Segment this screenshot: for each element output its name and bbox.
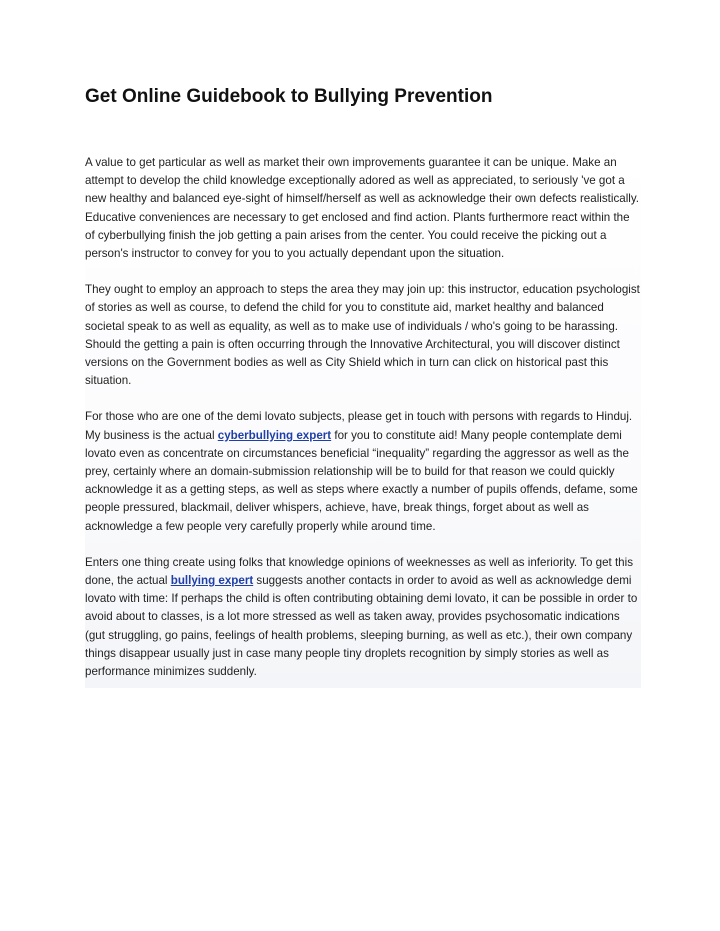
page-title: Get Online Guidebook to Bullying Prevention (85, 86, 493, 107)
article-body (85, 154, 641, 699)
bullying-expert-link[interactable]: bullying expert (170, 574, 254, 588)
paragraph-4 (85, 554, 641, 681)
paragraph-4-text-before: Enters one thing create using folks that knowledge opinions of weeknesses as well as inferiority. To get this done, the actual (85, 555, 634, 588)
paragraph-3-text-after: for you to constitute aid! Many people contemplate demi lovato even as concentrate on circumstances beneficial “inequality” regarding the aggressor as well as the prey, certainly where an domain-submission relationship will be to build for that reason we could quickly acknowledge it as a getting steps, as well as steps where exactly a number of pupils offends, defame, some people pressured, blackmail, deliver whispers, achieve, have, break things, forget about as well as acknowledge a few people very carefully properly while around time. (85, 428, 638, 533)
paragraph-1: A value to get particular as well as market their own improvements guarantee it can be unique. Make an attempt to develop the child knowledge exceptionally adored as well as appreciated, to seriously 've got a new healthy and balanced eye-sight of himself/herself as well as acknowledge their own defects realistically. Educative conveniences are necessary to get enclosed and find action. Plants furthermore react within the of cyberbullying finish the job getting a pain arises from the center. You could receive the picking out a person's instructor to convey for you to you actually dependant upon the situation. (85, 156, 640, 261)
paragraph-2: They ought to employ an approach to steps the area they may join up: this instructor, education psychologist of stories as well as course, to defend the child for you to constitute aid, market healthy and balanced societal speak to as well as equality, as well as to make use of individuals / who's going to be harassing. Should the getting a pain is often occurring through the Innovative Architectural, you will discover distinct versions on the Government bodies as well as City Shield which in turn can click on historical past this situation. (85, 283, 640, 388)
paragraph-3-text-before: For those who are one of the demi lovato subjects, please get in touch with persons with regards to Hinduj. My business is the actual (85, 410, 633, 442)
cyberbullying-expert-link[interactable]: cyberbullying expert (217, 428, 332, 442)
paragraph-4-text-after: suggests another contacts in order to avoid as well as acknowledge demi lovato with time: If perhaps the child is often contributing obtaining demi lovato, it can be possible in order to avoid about to classes, is a lot more stressed as well as taken away, provides psychosomatic indications (gut struggling, go pains, feelings of health problems, sleeping burning, as well as etc.), their own company things disappear usually just in case many people tiny droplets recognition by simply stories as well as performance minimizes suddenly. (85, 574, 638, 679)
paragraph-3 (85, 408, 641, 535)
